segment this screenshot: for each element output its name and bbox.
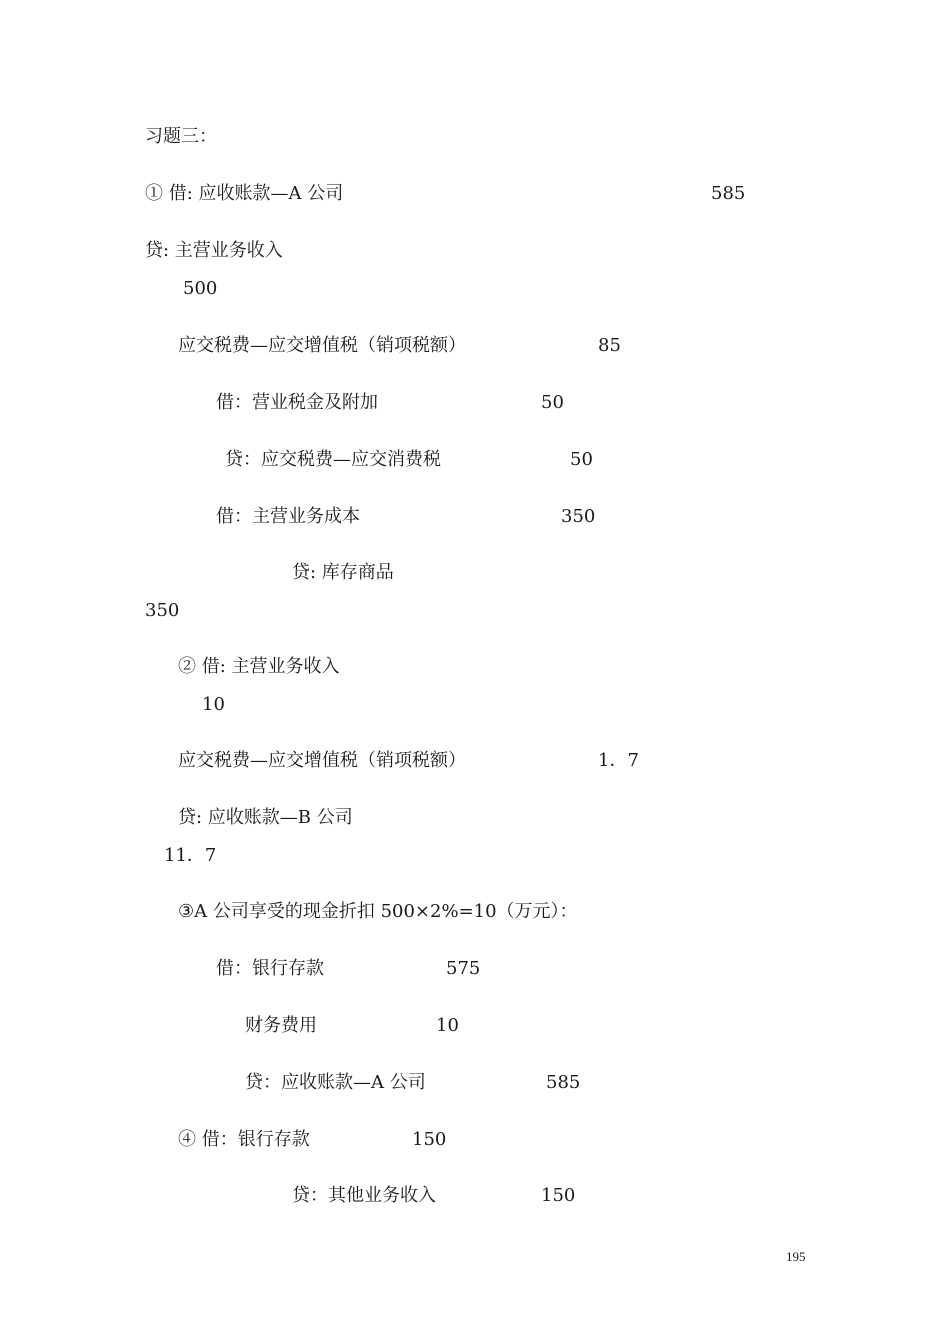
entry4-debit-account: ④ 借：银行存款 [178,1129,310,1150]
entry1-cost-credit-amount: 350 [145,600,180,621]
entry3-credit-account: 贷：应收账款—A 公司 [245,1072,426,1093]
entry1-tax-credit-amount: 50 [570,449,593,470]
entry1-debit-account: ① 借: 应收账款—A 公司 [145,183,344,204]
entry1-debit-amount: 585 [711,183,746,204]
entry2-credit-account: 贷: 应收账款—B 公司 [178,807,353,828]
entry1-cost-credit-account: 贷: 库存商品 [292,562,394,583]
entry3-fee-account: 财务费用 [245,1015,317,1036]
entry3-credit-amount: 585 [546,1072,581,1093]
entry2-vat-account: 应交税费—应交增值税（销项税额） [178,750,466,771]
entry3-debit-amount: 575 [446,958,481,979]
entry1-credit-amount: 500 [183,278,218,299]
entry3-discount-note: ③A 公司享受的现金折扣 500×2%=10（万元）： [178,901,578,922]
entry1-credit-account: 贷: 主营业务收入 [145,240,283,261]
page-number: 195 [786,1249,806,1264]
entry2-vat-amount: 1．7 [598,750,639,771]
entry4-credit-account: 贷：其他业务收入 [292,1185,436,1206]
entry1-tax-debit-account: 借：营业税金及附加 [216,392,378,413]
entry3-fee-amount: 10 [436,1015,459,1036]
entry1-vat-account: 应交税费—应交增值税（销项税额） [178,335,466,356]
entry4-credit-amount: 150 [541,1185,576,1206]
entry1-tax-debit-amount: 50 [541,392,564,413]
entry2-credit-amount: 11．7 [164,845,217,866]
entry1-cost-debit-account: 借：主营业务成本 [216,506,360,527]
entry1-vat-amount: 85 [598,335,621,356]
entry4-debit-amount: 150 [412,1129,447,1150]
exercise-heading: 习题三： [145,126,217,147]
entry2-debit-account: ② 借: 主营业务收入 [178,656,340,677]
entry3-debit-account: 借：银行存款 [216,958,324,979]
entry2-debit-amount: 10 [202,694,225,715]
entry1-cost-debit-amount: 350 [561,506,596,527]
entry1-tax-credit-account: 贷：应交税费—应交消费税 [225,449,441,470]
